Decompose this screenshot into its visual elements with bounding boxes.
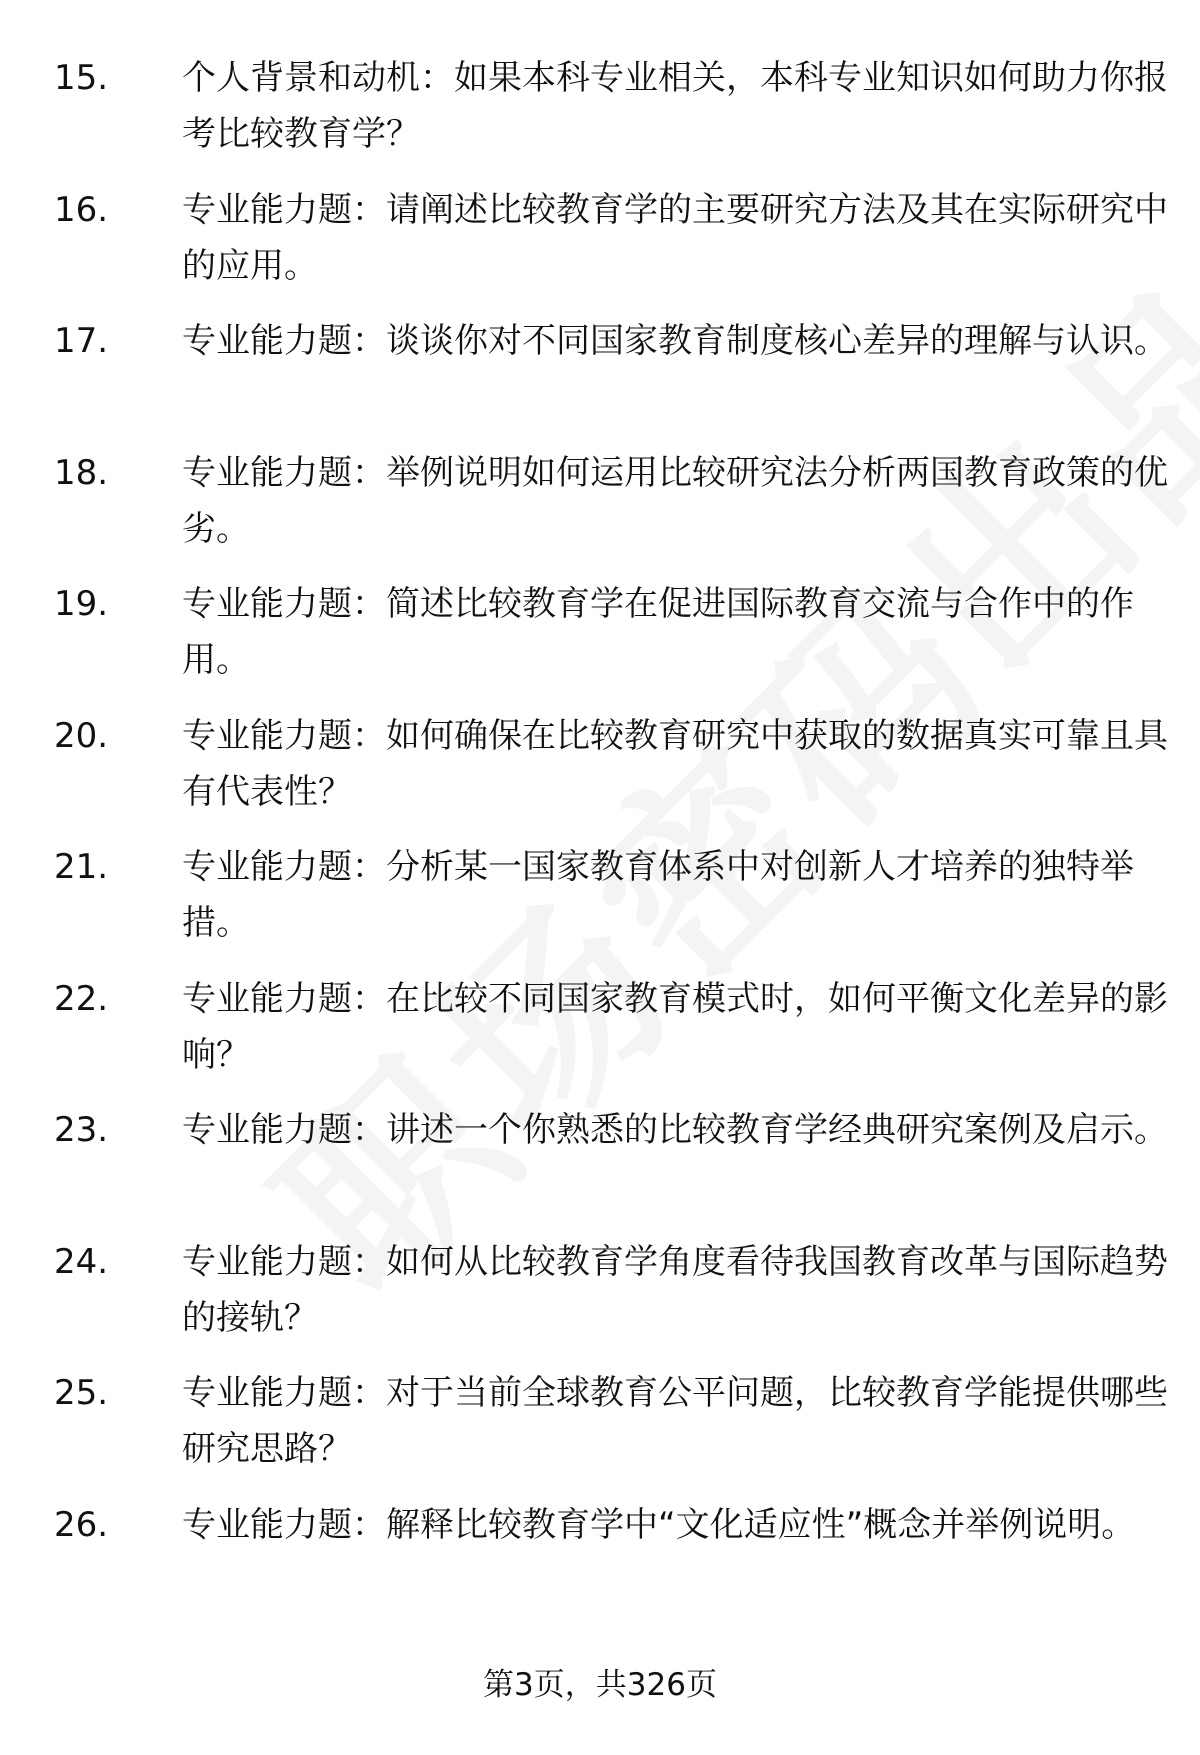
question-item (0, 839, 1200, 971)
question-item (0, 445, 1200, 577)
question-text: 专业能力题：谈谈你对不同国家教育制度核心差异的理解与认识。 (182, 321, 1168, 361)
question-item (0, 708, 1200, 840)
question-text: 专业能力题：举例说明如何运用比较研究法分析两国教育政策的优劣。 (182, 452, 1168, 549)
question-text: 专业能力题：在比较不同国家教育模式时，如何平衡文化差异的影响？ (182, 978, 1168, 1075)
question-text: 专业能力题：分析某一国家教育体系中对创新人才培养的独特举措。 (182, 847, 1134, 943)
question-item (0, 182, 1200, 314)
question-number: 18. (54, 452, 109, 493)
question-item (0, 971, 1200, 1103)
question-number: 24. (54, 1241, 109, 1282)
question-number: 22. (54, 978, 109, 1019)
question-item (0, 1234, 1200, 1366)
question-text: 专业能力题：如何从比较教育学角度看待我国教育改革与国际趋势的接轨？ (182, 1241, 1168, 1338)
question-number: 15. (54, 58, 109, 98)
question-item (0, 1365, 1200, 1497)
question-item (0, 313, 1200, 445)
question-text: 个人背景和动机：如果本科专业相关，本科专业知识如何助力你报考比较教育学？ (182, 58, 1168, 154)
question-number: 23. (54, 1110, 109, 1150)
question-number: 16. (54, 189, 109, 230)
question-number: 17. (54, 321, 109, 361)
question-item (0, 576, 1200, 708)
question-text: 专业能力题：解释比较教育学中“文化适应性”概念并举例说明。 (182, 1504, 1136, 1545)
question-item (0, 1102, 1200, 1234)
question-list (0, 50, 1200, 1628)
question-number: 21. (54, 847, 109, 887)
question-text: 专业能力题：如何确保在比较教育研究中获取的数据真实可靠且具有代表性？ (182, 715, 1168, 812)
question-item (0, 1497, 1200, 1629)
question-item (0, 50, 1200, 182)
question-text: 专业能力题：讲述一个你熟悉的比较教育学经典研究案例及启示。 (182, 1110, 1168, 1150)
question-number: 26. (54, 1504, 109, 1545)
question-number: 19. (54, 584, 109, 624)
question-text: 专业能力题：简述比较教育学在促进国际教育交流与合作中的作用。 (182, 584, 1134, 680)
question-number: 20. (54, 715, 109, 756)
page-footer: 第3页，共326页 (483, 1667, 717, 1703)
question-text: 专业能力题：请阐述比较教育学的主要研究方法及其在实际研究中的应用。 (182, 189, 1168, 286)
question-text: 专业能力题：对于当前全球教育公平问题，比较教育学能提供哪些研究思路？ (182, 1373, 1168, 1469)
question-number: 25. (54, 1373, 109, 1413)
